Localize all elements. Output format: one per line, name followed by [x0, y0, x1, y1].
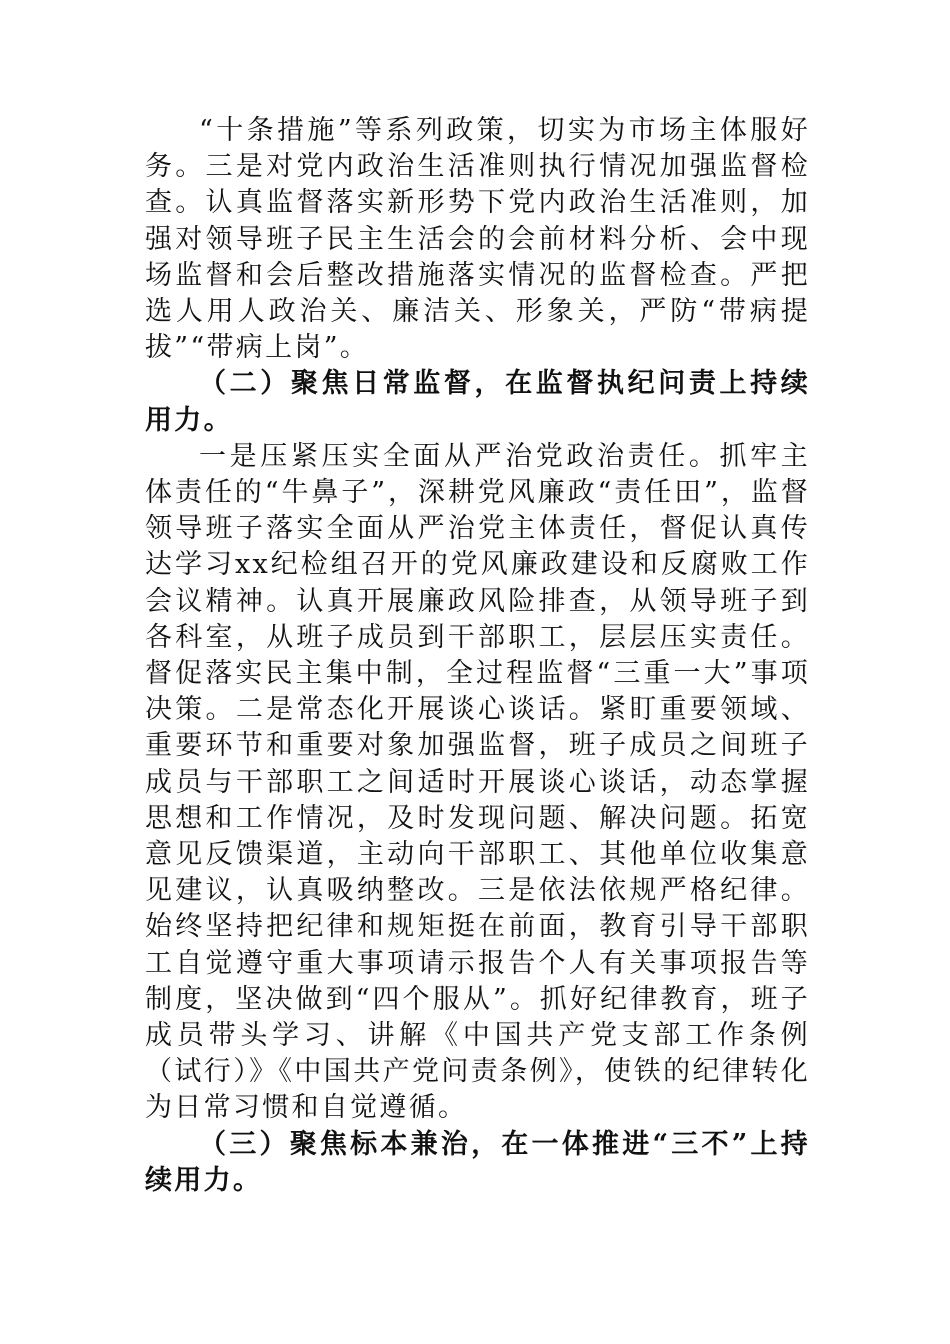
paragraph-policy-continuation: “十条措施”等系列政策，切实为市场主体服好务。三是对党内政治生活准则执行情况加强监督检查。认真监督落实新形势下党内政治生活准则，加强对领导班子民主生活会的会前材料分析、会中现场监督和会后整改措施落实情况的监督检查。严把选人用人政治关、廉洁关、形象关，严防“带病提拔”“带病上岗”。	[145, 115, 810, 364]
section-heading-2: （二）聚焦日常监督，在监督执纪问责上持续用力。	[145, 368, 810, 436]
document-body	[145, 113, 810, 1199]
section-heading-3: （三）聚焦标本兼治，在一体推进“三不”上持续用力。	[145, 1128, 810, 1196]
paragraph-daily-supervision: 一是压紧压实全面从严治党政治责任。抓牢主体责任的“牛鼻子”，深耕党风廉政“责任田”，监督领导班子落实全面从严治党主体责任，督促认真传达学习xx纪检组召开的党风廉政建设和反腐败工作会议精神。认真开展廉政风险排查，从领导班子到各科室，从班子成员到干部职工，层层压实责任。督促落实民主集中制，全过程监督“三重一大”事项决策。二是常态化开展谈心谈话。紧盯重要领域、重要环节和重要对象加强监督，班子成员之间班子成员与干部职工之间适时开展谈心谈话，动态掌握思想和工作情况，及时发现问题、解决问题。拓宽意见反馈渠道，主动向干部职工、其他单位收集意见建议，认真吸纳整改。三是依法依规严格纪律。始终坚持把纪律和规矩挺在前面，教育引导干部职工自觉遵守重大事项请示报告个人有关事项报告等制度，坚决做到“四个服从”。抓好纪律教育，班子成员带头学习、讲解《中国共产党支部工作条例（试行）》《中国共产党问责条例》，使铁的纪律转化为日常习惯和自觉遵循。	[145, 440, 810, 1124]
